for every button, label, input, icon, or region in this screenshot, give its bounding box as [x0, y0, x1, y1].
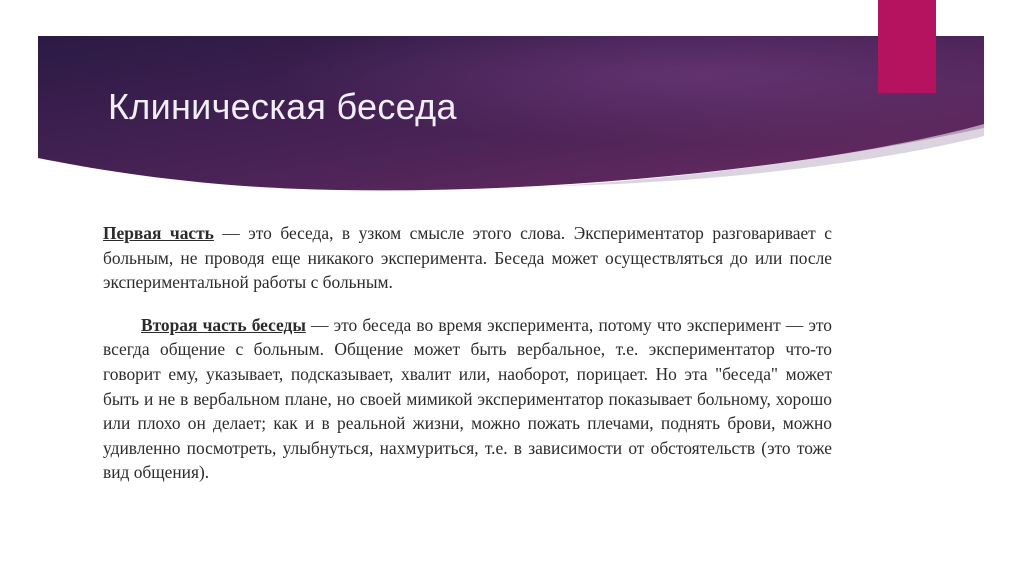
paragraph-second-part-text: — это беседа во время эксперимента, потому что эксперимент — это всегда общение с больным. Общение может быть вербальное, т.е. экспериментатор что-то говорит ему, указывает, подсказывает, хвалит или, наоборот, порицает. Но эта "беседа" может быть и не в вербальном плане, но своей мимикой экспериментатор показывает больному, хорошо или плохо он делает; как и в реальной жизни, можно пожать плечами, поднять брови, можно удивленно посмотреть, улыбнуться, нахмуриться, т.е. в зависимости от обстоятельств (это тоже вид общения). — [103, 314, 833, 483]
slide-title: Клиническая беседа — [108, 86, 457, 127]
paragraph-first-part — [103, 221, 832, 295]
paragraph-first-part-text: — это беседа, в узком смысле этого слова. Экспериментатор разговаривает с больным, не проводя еще никакого эксперимента. Беседа может осуществляться до или после экспериментальной работы с больным. — [103, 223, 832, 293]
accent-tab — [878, 0, 936, 93]
term-first-part: Первая часть — [103, 223, 214, 243]
term-second-part: Вторая часть беседы — [141, 314, 306, 335]
paragraph-second-part — [103, 313, 832, 485]
slide-body — [103, 221, 832, 485]
